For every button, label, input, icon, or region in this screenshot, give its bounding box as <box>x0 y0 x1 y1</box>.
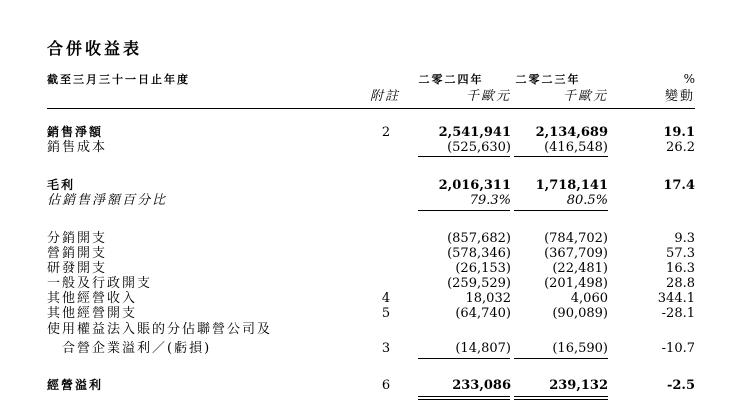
row-marketing-change: 57.3 <box>666 246 695 261</box>
margin-2023-underline <box>514 210 608 211</box>
row-margin-label: 佔銷售淨額百分比 <box>47 193 168 208</box>
row-operating-profit-2023: 239,132 <box>549 378 608 393</box>
row-cost-change: 26.2 <box>666 140 695 155</box>
row-marketing-label: 營銷開支 <box>47 246 108 261</box>
col-change-label: 變動 <box>664 89 695 104</box>
row-rnd-change: 16.3 <box>666 261 695 276</box>
row-gross-profit-2024: 2,016,311 <box>438 178 511 193</box>
row-ga-2024: (259,529) <box>447 276 511 291</box>
row-other-expenses-2023: (90,089) <box>552 306 608 321</box>
row-revenue-2024: 2,541,941 <box>438 125 511 140</box>
row-other-income-note: 4 <box>381 291 391 306</box>
row-distribution-change: 9.3 <box>674 231 695 246</box>
row-operating-profit-2024: 233,086 <box>452 378 511 393</box>
row-cost-2024: (525,630) <box>447 140 511 155</box>
row-revenue-2023: 2,134,689 <box>535 125 608 140</box>
cost-2023-underline <box>514 156 608 157</box>
row-rnd-2023: (22,481) <box>552 261 608 276</box>
row-revenue-label: 銷售淨額 <box>47 125 104 139</box>
associates-2024-underline <box>418 358 510 359</box>
operating-2023-underline <box>514 396 608 397</box>
associates-2023-underline <box>514 358 608 359</box>
row-cost-2023: (416,548) <box>544 140 608 155</box>
row-associates-2024: (14,807) <box>455 341 511 356</box>
row-operating-profit-change: -2.5 <box>666 378 695 393</box>
col-2023-year: 二零二三年 <box>515 73 581 86</box>
header-rule <box>47 108 695 109</box>
row-ga-2023: (201,498) <box>544 276 608 291</box>
row-revenue-note: 2 <box>381 125 391 140</box>
row-associates-change: -10.7 <box>661 341 695 356</box>
row-margin-2024: 79.3% <box>469 193 511 208</box>
row-margin-2023: 80.5% <box>566 193 608 208</box>
col-2024-unit: 千歐元 <box>465 89 511 104</box>
row-other-expenses-note: 5 <box>381 306 391 321</box>
row-gross-profit-label: 毛利 <box>47 178 76 192</box>
operating-2024-underline <box>418 396 510 397</box>
row-associates-label-line1: 使用權益法入賬的分佔聯營公司及 <box>47 322 273 337</box>
row-other-income-label: 其他經營收入 <box>47 291 138 306</box>
row-other-expenses-2024: (64,740) <box>455 306 511 321</box>
period-header: 截至三月三十一日止年度 <box>47 73 190 86</box>
note-header: 附註 <box>370 89 401 104</box>
statement-title: 合併收益表 <box>47 39 143 58</box>
row-distribution-2023: (784,702) <box>544 231 608 246</box>
col-change-symbol: % <box>683 72 695 86</box>
row-associates-label-line2: 合營企業溢利／(虧損) <box>62 341 212 356</box>
row-marketing-2023: (367,709) <box>544 246 608 261</box>
row-rnd-label: 研發開支 <box>47 261 108 276</box>
cost-2024-underline <box>418 156 510 157</box>
row-revenue-change: 19.1 <box>663 125 695 140</box>
row-distribution-2024: (857,682) <box>447 231 511 246</box>
row-other-expenses-change: -28.1 <box>661 306 695 321</box>
row-operating-profit-note: 6 <box>381 378 391 393</box>
row-other-income-change: 344.1 <box>657 291 695 306</box>
row-gross-profit-change: 17.4 <box>663 178 695 193</box>
row-associates-2023: (16,590) <box>552 341 608 356</box>
row-ga-change: 28.8 <box>666 276 695 291</box>
row-ga-label: 一般及行政開支 <box>47 276 153 291</box>
operating-2024-double-underline <box>418 399 510 400</box>
margin-2024-underline <box>418 210 510 211</box>
row-other-expenses-label: 其他經營開支 <box>47 306 138 321</box>
operating-2023-double-underline <box>514 399 608 400</box>
col-2024-year: 二零二四年 <box>418 73 484 86</box>
row-other-income-2024: 18,032 <box>465 291 511 306</box>
row-marketing-2024: (578,346) <box>447 246 511 261</box>
row-operating-profit-label: 經營溢利 <box>47 378 104 392</box>
row-cost-label: 銷售成本 <box>47 140 108 155</box>
row-rnd-2024: (26,153) <box>455 261 511 276</box>
row-associates-note: 3 <box>381 341 391 356</box>
row-distribution-label: 分銷開支 <box>47 231 108 246</box>
col-2023-unit: 千歐元 <box>562 89 608 104</box>
row-gross-profit-2023: 1,718,141 <box>535 178 608 193</box>
row-other-income-2023: 4,060 <box>570 291 608 306</box>
